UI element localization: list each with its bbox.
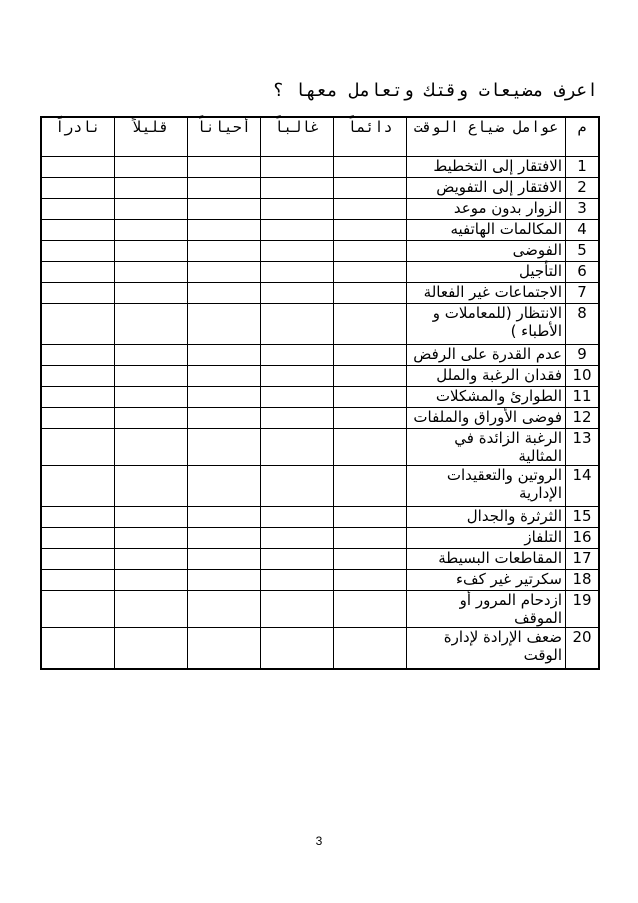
answer-cell-often[interactable] [260,262,333,283]
answer-cell-rarely[interactable] [41,507,114,528]
answer-cell-always[interactable] [333,345,406,366]
answer-cell-sometimes[interactable] [187,429,260,466]
table-row [41,199,599,220]
row-number: 17 [566,549,600,570]
answer-cell-always[interactable] [333,199,406,220]
answer-cell-sometimes[interactable] [187,220,260,241]
row-number: 19 [566,591,600,628]
answer-cell-seldom[interactable] [114,262,187,283]
answer-cell-seldom[interactable] [114,199,187,220]
answer-cell-always[interactable] [333,366,406,387]
row-number: 20 [566,628,600,670]
row-number: 3 [566,199,600,220]
answer-cell-always[interactable] [333,220,406,241]
row-number: 2 [566,178,600,199]
answer-cell-seldom[interactable] [114,628,187,670]
table-row [41,220,599,241]
answer-cell-seldom[interactable] [114,366,187,387]
table-row [41,157,599,178]
table-row [41,528,599,549]
answer-cell-seldom[interactable] [114,549,187,570]
row-factor: المكالمات الهاتفيه [407,220,566,241]
answer-cell-often[interactable] [260,466,333,507]
page-number: 3 [315,834,323,848]
row-number: 4 [566,220,600,241]
answer-cell-always[interactable] [333,628,406,670]
table-row [41,366,599,387]
row-factor: فقدان الرغبة والملل [407,366,566,387]
answer-cell-often[interactable] [260,345,333,366]
answer-cell-seldom[interactable] [114,466,187,507]
row-number: 7 [566,283,600,304]
answer-cell-always[interactable] [333,387,406,408]
row-factor: فوضى الأوراق والملفات [407,408,566,429]
table-row [41,387,599,408]
answer-cell-sometimes[interactable] [187,157,260,178]
answer-cell-rarely[interactable] [41,429,114,466]
header-often: غالباً [260,117,333,157]
header-factor: عوامل ضياع الوقت [407,117,566,157]
answer-cell-sometimes[interactable] [187,199,260,220]
row-number: 5 [566,241,600,262]
table-row [41,283,599,304]
table-row [41,628,599,670]
row-number: 1 [566,157,600,178]
answer-cell-always[interactable] [333,304,406,345]
answer-cell-rarely[interactable] [41,528,114,549]
answer-cell-seldom[interactable] [114,429,187,466]
time-wasters-table [40,116,600,670]
row-factor: التلفاز [407,528,566,549]
answer-cell-sometimes[interactable] [187,366,260,387]
header-seldom: قليلاً [114,117,187,157]
answer-cell-sometimes[interactable] [187,549,260,570]
row-factor: الافتقار إلى التفويض [407,178,566,199]
answer-cell-often[interactable] [260,304,333,345]
row-factor: الروتين والتعقيدات الإدارية [407,466,566,507]
table-body [41,157,599,670]
row-number: 16 [566,528,600,549]
answer-cell-always[interactable] [333,178,406,199]
answer-cell-sometimes[interactable] [187,466,260,507]
table-header-row [41,117,599,157]
row-number: 13 [566,429,600,466]
answer-cell-often[interactable] [260,408,333,429]
row-number: 8 [566,304,600,345]
row-factor: الانتظار (للمعاملات و الأطباء ) [407,304,566,345]
answer-cell-often[interactable] [260,628,333,670]
answer-cell-rarely[interactable] [41,387,114,408]
header-always: دائماً [333,117,406,157]
answer-cell-seldom[interactable] [114,241,187,262]
row-factor: التأجيل [407,262,566,283]
table-row [41,408,599,429]
answer-cell-rarely[interactable] [41,549,114,570]
answer-cell-rarely[interactable] [41,199,114,220]
answer-cell-sometimes[interactable] [187,178,260,199]
answer-cell-always[interactable] [333,528,406,549]
row-factor: سكرتير غير كفء [407,570,566,591]
row-factor: الزوار بدون موعد [407,199,566,220]
answer-cell-seldom[interactable] [114,178,187,199]
answer-cell-seldom[interactable] [114,408,187,429]
answer-cell-always[interactable] [333,549,406,570]
header-sometimes: أحياناً [187,117,260,157]
table-row [41,345,599,366]
row-factor: الثرثرة والجدال [407,507,566,528]
answer-cell-rarely[interactable] [41,241,114,262]
answer-cell-sometimes[interactable] [187,591,260,628]
row-factor: المقاطعات البسيطة [407,549,566,570]
table-row [41,570,599,591]
row-factor: الفوضى [407,241,566,262]
table-row [41,178,599,199]
answer-cell-sometimes[interactable] [187,528,260,549]
row-number: 11 [566,387,600,408]
row-number: 6 [566,262,600,283]
header-number: م [566,117,600,157]
answer-cell-rarely[interactable] [41,466,114,507]
answer-cell-sometimes[interactable] [187,628,260,670]
answer-cell-seldom[interactable] [114,304,187,345]
table-row [41,549,599,570]
answer-cell-sometimes[interactable] [187,304,260,345]
table-row [41,429,599,466]
row-number: 10 [566,366,600,387]
answer-cell-rarely[interactable] [41,591,114,628]
answer-cell-often[interactable] [260,241,333,262]
answer-cell-often[interactable] [260,549,333,570]
answer-cell-sometimes[interactable] [187,570,260,591]
answer-cell-often[interactable] [260,570,333,591]
answer-cell-seldom[interactable] [114,283,187,304]
answer-cell-sometimes[interactable] [187,408,260,429]
row-number: 18 [566,570,600,591]
answer-cell-sometimes[interactable] [187,262,260,283]
answer-cell-often[interactable] [260,178,333,199]
answer-cell-always[interactable] [333,466,406,507]
answer-cell-always[interactable] [333,591,406,628]
answer-cell-sometimes[interactable] [187,507,260,528]
table-row [41,591,599,628]
row-number: 14 [566,466,600,507]
table-row [41,241,599,262]
answer-cell-always[interactable] [333,283,406,304]
row-factor: ضعف الإرادة لإدارة الوقت [407,628,566,670]
answer-cell-often[interactable] [260,429,333,466]
answer-cell-sometimes[interactable] [187,345,260,366]
answer-cell-rarely[interactable] [41,304,114,345]
answer-cell-seldom[interactable] [114,591,187,628]
row-factor: الطوارئ والمشكلات [407,387,566,408]
answer-cell-always[interactable] [333,408,406,429]
answer-cell-often[interactable] [260,591,333,628]
answer-cell-always[interactable] [333,262,406,283]
answer-cell-sometimes[interactable] [187,387,260,408]
answer-cell-sometimes[interactable] [187,241,260,262]
answer-cell-always[interactable] [333,507,406,528]
answer-cell-often[interactable] [260,283,333,304]
answer-cell-rarely[interactable] [41,220,114,241]
answer-cell-seldom[interactable] [114,157,187,178]
answer-cell-rarely[interactable] [41,345,114,366]
answer-cell-rarely[interactable] [41,628,114,670]
answer-cell-rarely[interactable] [41,262,114,283]
answer-cell-rarely[interactable] [41,283,114,304]
answer-cell-rarely[interactable] [41,157,114,178]
table-row [41,262,599,283]
answer-cell-sometimes[interactable] [187,283,260,304]
answer-cell-often[interactable] [260,387,333,408]
answer-cell-often[interactable] [260,366,333,387]
row-factor: الافتقار إلى التخطيط [407,157,566,178]
row-factor: الاجتماعات غير الفعالة [407,283,566,304]
answer-cell-always[interactable] [333,157,406,178]
answer-cell-often[interactable] [260,528,333,549]
answer-cell-often[interactable] [260,157,333,178]
row-factor: عدم القدرة على الرفض [407,345,566,366]
answer-cell-often[interactable] [260,199,333,220]
answer-cell-rarely[interactable] [41,408,114,429]
table-row [41,466,599,507]
row-factor: الرغبة الزائدة في المثالية [407,429,566,466]
row-number: 12 [566,408,600,429]
answer-cell-rarely[interactable] [41,366,114,387]
answer-cell-seldom[interactable] [114,570,187,591]
answer-cell-always[interactable] [333,429,406,466]
answer-cell-seldom[interactable] [114,507,187,528]
row-number: 9 [566,345,600,366]
page-title: اعرف مضيعات وقتك وتعامل معها ؟ [272,80,598,101]
answer-cell-rarely[interactable] [41,178,114,199]
answer-cell-seldom[interactable] [114,345,187,366]
answer-cell-rarely[interactable] [41,570,114,591]
answer-cell-seldom[interactable] [114,387,187,408]
row-factor: ازدحام المرور أو الموقف [407,591,566,628]
answer-cell-seldom[interactable] [114,220,187,241]
table-row [41,304,599,345]
header-rarely: نادراً [41,117,114,157]
row-number: 15 [566,507,600,528]
answer-cell-often[interactable] [260,507,333,528]
answer-cell-always[interactable] [333,241,406,262]
answer-cell-often[interactable] [260,220,333,241]
table-row [41,507,599,528]
answer-cell-always[interactable] [333,570,406,591]
answer-cell-seldom[interactable] [114,528,187,549]
